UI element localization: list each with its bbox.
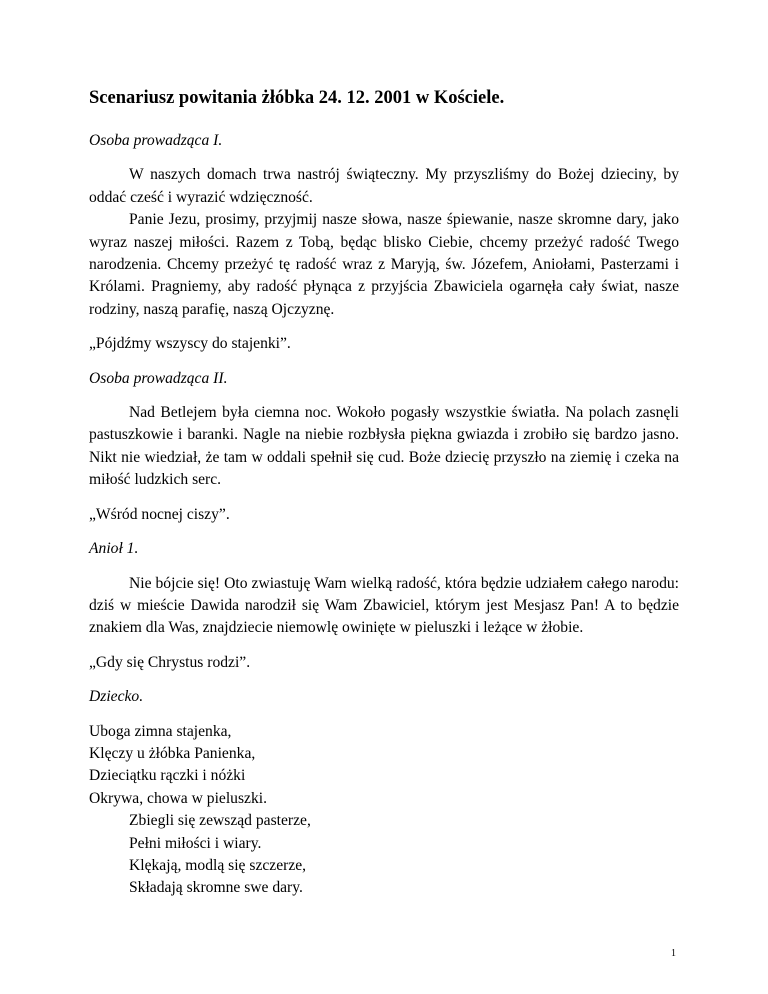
speaker-label: Osoba prowadząca II. — [89, 369, 228, 387]
poem-line: Klękają, modlą się szczerze, — [129, 856, 307, 874]
paragraph: Panie Jezu, prosimy, przyjmij nasze słowa, nasze śpiewanie, nasze skromne dary, jako wyraz naszej miłości. Razem z Tobą, będąc blisko Ciebie, chcemy przeżyć radość Twego narodzenia. Chcemy przeżyć tę radość wraz z Maryją, św. Józefem, Aniołami, Pasterzami i Królami. Pragniemy, aby radość płynąca z przyjścia Zbawiciela ogarnęła cały świat, nasze rodziny, naszą parafię, naszą Ojczyznę. — [89, 211, 679, 318]
poem — [89, 721, 679, 900]
paragraph: W naszych domach trwa nastrój świąteczny. My przyszliśmy do Bożej dzieciny, by oddać cześć i wyrazić wdzięczność. — [89, 166, 679, 206]
speaker-label: Anioł 1. — [89, 540, 139, 558]
poem-line: Zbiegli się zewsząd pasterze, — [129, 812, 311, 830]
speaker-label: Osoba prowadząca I. — [89, 132, 223, 149]
poem-line: Klęczy u żłóbka Panienka, — [89, 744, 256, 762]
section-text — [89, 164, 679, 321]
speaker-label: Dziecko. — [89, 688, 144, 706]
poem-line: Pełni miłości i wiary. — [129, 834, 262, 852]
song-title: „Gdy się Chrystus rodzi”. — [89, 653, 251, 671]
paragraph: Nie bójcie się! Oto zwiastuję Wam wielką radość, która będzie udziałem całego narodu: dziś w mieście Dawida narodził się Wam Zbawiciel, którym jest Mesjasz Pan! A to będzie znakiem dla Was, znajdziecie niemowlę owinięte w pieluszki i leżące w żłobie. — [89, 574, 679, 637]
poem-line: Dzieciątku rączki i nóżki — [89, 767, 246, 785]
page-number: 1 — [671, 948, 676, 959]
poem-line: Uboga zimna stajenka, — [89, 722, 232, 740]
paragraph: Nad Betlejem była ciemna noc. Wokoło pogasły wszystkie światła. Na polach zasnęli pastuszkowie i baranki. Nagle na niebie rozbłysła piękna gwiazda i zrobiło się bardzo jasno. Nikt nie wiedział, że tam w oddali spełnił się cud. Boże dziecię przyszło na ziemię i czeka na miłość ludzkich serc. — [89, 404, 679, 489]
poem-line: Składają skromne swe dary. — [129, 879, 303, 897]
section-text — [89, 573, 679, 640]
song-title: „Pójdźmy wszyscy do stajenki”. — [89, 335, 291, 353]
poem-line: Okrywa, chowa w pieluszki. — [89, 789, 267, 807]
song-title: „Wśród nocnej ciszy”. — [89, 505, 230, 523]
section-text — [89, 402, 679, 492]
document-body — [89, 86, 679, 900]
document-title: Scenariusz powitania żłóbka 24. 12. 2001 w Kościele. — [89, 88, 505, 108]
